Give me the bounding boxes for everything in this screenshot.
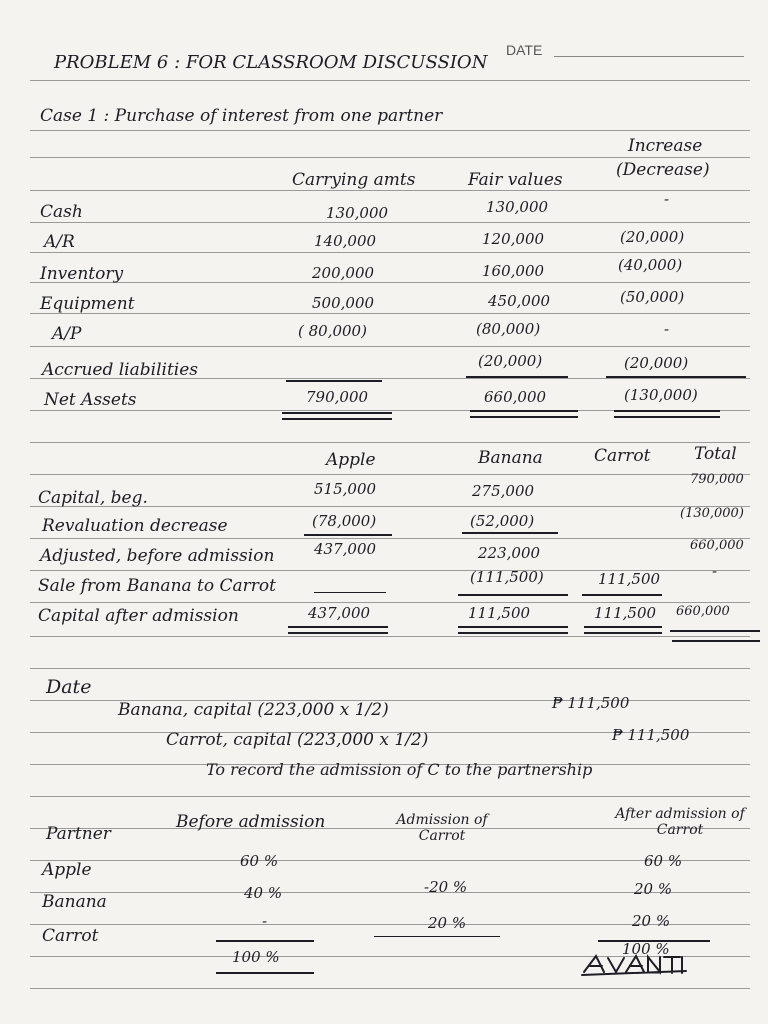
cell-fair: (80,000) [476,320,541,338]
cell-carrying: 200,000 [312,264,375,282]
cell-carrot: 111,500 [598,570,661,588]
double-underline [470,410,578,412]
double-underline [672,640,760,642]
row-label-apple: Apple [42,860,92,880]
row-label-banana: Banana [42,892,107,912]
ruled-line [30,80,750,81]
row-label-cash: Cash [40,202,83,222]
col-header-carrying: Carrying amts [292,170,416,190]
double-underline [670,630,760,632]
cell-change: - [664,320,670,338]
col-header-carrot: Carrot [594,446,651,466]
cell-apple: (78,000) [312,512,377,530]
ruled-line [30,538,750,539]
row-label-carrot: Carrot [42,926,99,946]
cell-after: 20 % [634,880,673,898]
journal-debit-amount: ₱ 111,500 [552,694,630,712]
ruled-line [30,130,750,131]
cell-change: (50,000) [620,288,685,306]
cell-banana: (111,500) [470,568,544,586]
ruled-line [30,636,750,637]
cell-banana: 275,000 [472,482,535,500]
underline [582,594,662,596]
ruled-line [30,668,750,669]
date-line [554,56,744,57]
ruled-line [30,282,750,283]
dash-line [314,592,386,593]
ruled-line [30,474,750,475]
underline [466,376,568,378]
col-header-after: After admission of Carrot [615,806,745,838]
ruled-line [30,313,750,314]
journal-debit-line: Banana, capital (223,000 x 1/2) [118,700,389,720]
double-underline [614,410,720,412]
cell-apple: 437,000 [308,604,371,622]
row-label-sale: Sale from Banana to Carrot [38,576,276,596]
underline [458,594,568,596]
date-label: DATE [506,42,543,58]
ruled-line [30,346,750,347]
ruled-line [30,796,750,797]
col-header-decrease: (Decrease) [616,160,710,180]
journal-credit-line: Carrot, capital (223,000 x 1/2) [166,730,429,750]
cell-fair: 120,000 [482,230,545,248]
row-label-ar: A/R [44,232,75,252]
double-underline [584,626,662,628]
cell-carrying: 140,000 [314,232,377,250]
underline [216,940,314,942]
double-underline [470,416,578,418]
col-header-increase: Increase [628,136,703,156]
journal-credit-amount: ₱ 111,500 [612,726,690,744]
journal-memo: To record the admission of C to the partnership [206,760,593,779]
cell-carrying: 790,000 [306,388,369,406]
cell-change: - [664,190,670,208]
underline [606,376,746,378]
cell-change: (20,000) [620,228,685,246]
cell-total: 660,000 [690,538,744,553]
double-underline [288,626,388,628]
row-label-equipment: Equipment [40,294,135,314]
col-header-apple: Apple [326,450,376,470]
cell-change: (130,000) [624,386,698,404]
cell-before: 60 % [240,852,279,870]
cell-carrying: ( 80,000) [298,322,367,340]
double-underline [216,972,314,974]
cell-apple: 515,000 [314,480,377,498]
cell-total: 660,000 [676,604,730,619]
ruled-line [30,988,750,989]
col-header-total: Total [694,444,737,464]
cell-change: (40,000) [618,256,683,274]
before-total: 100 % [232,948,280,966]
double-underline [282,418,392,420]
row-label-adjusted: Adjusted, before admission [40,546,275,566]
row-label-accrued: Accrued liabilities [42,360,198,380]
row-label-net-assets: Net Assets [44,390,137,410]
after-total: 100 % [622,940,670,958]
ruled-line [30,222,750,223]
cell-admission: 20 % [428,914,467,932]
underline [304,534,392,536]
col-header-banana: Banana [478,448,543,468]
row-label-ap: A/P [52,324,82,344]
double-underline [282,412,392,414]
cell-fair: 130,000 [486,198,549,216]
cell-carrying: 500,000 [312,294,375,312]
cell-carrot: 111,500 [594,604,657,622]
cell-fair: 450,000 [488,292,551,310]
double-underline [458,632,568,634]
cell-after: 20 % [632,912,671,930]
cell-banana: 223,000 [478,544,541,562]
double-underline [288,632,388,634]
row-label-inventory: Inventory [40,264,124,284]
cell-fair: (20,000) [478,352,543,370]
row-label-capital-beg: Capital, beg. [38,488,148,508]
cell-after: 60 % [644,852,683,870]
cell-banana: (52,000) [470,512,535,530]
signature [580,952,690,978]
ruled-line [30,252,750,253]
cell-banana: 111,500 [468,604,531,622]
ruled-line [30,442,750,443]
ruled-line [30,602,750,603]
cell-admission: -20 % [424,878,468,896]
col-header-admission: Admission of Carrot [396,812,488,844]
ruled-line [30,190,750,191]
col-header-fair: Fair values [468,170,563,190]
journal-date-label: Date [46,676,92,698]
col-header-before: Before admission [176,812,326,832]
page-title: PROBLEM 6 : FOR CLASSROOM DISCUSSION [54,52,488,73]
cell-before: - [262,912,268,930]
cell-total: (130,000) [680,506,744,521]
double-underline [614,416,720,418]
cell-apple: 437,000 [314,540,377,558]
double-underline [458,626,568,628]
double-underline [584,632,662,634]
ruled-line [30,157,750,158]
underline [286,380,382,382]
row-label-after: Capital after admission [38,606,239,626]
cell-change: (20,000) [624,354,689,372]
underline [462,532,558,534]
cell-fair: 660,000 [484,388,547,406]
ruled-line [30,860,750,861]
cell-fair: 160,000 [482,262,545,280]
case-heading: Case 1 : Purchase of interest from one partner [40,106,443,126]
cell-total: - [712,562,718,580]
cell-before: 40 % [244,884,283,902]
cell-carrying: 130,000 [326,204,389,222]
row-label-revaluation: Revaluation decrease [42,516,228,536]
cell-total: 790,000 [690,472,744,487]
underline [374,936,500,937]
col-header-partner: Partner [46,824,111,844]
